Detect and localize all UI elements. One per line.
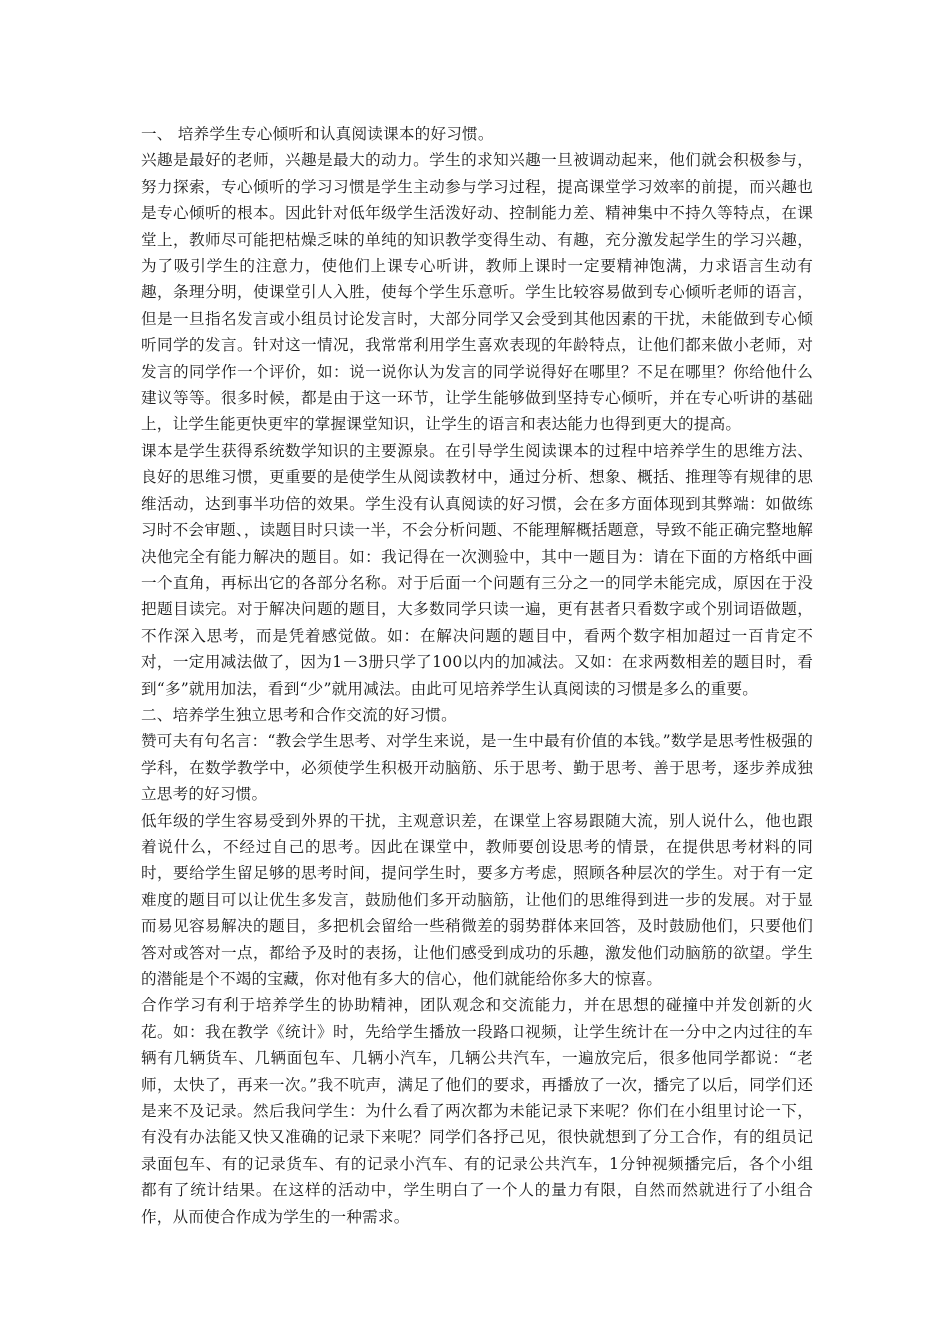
- paragraph: 低年级的学生容易受到外界的干扰，主观意识差，在课堂上容易跟随大流，别人说什么，他也跟着说什么，不经过自己的思考。因此在课堂中，教师要创设思考的情景，在提供思考材料的同时，要给学生留足够的思考时间，提问学生时，要多方考虑，照顾各种层次的学生。对于有一定难度的题目可以让优生多发言，鼓励他们多开动脑筋，让他们的思维得到进一步的发展。对于显而易见容易解决的题目，多把机会留给一些稍微差的弱势群体来回答，及时鼓励他们，只要他们答对或答对一点，都给予及时的表扬，让他们感受到成功的乐趣，激发他们动脑筋的欲望。学生的潜能是个不竭的宝藏，你对他有多大的信心，他们就能给你多大的惊喜。: [141, 811, 813, 988]
- paragraph: 赞可夫有句名言：“教会学生思考、对学生来说，是一生中最有价值的本钱。”数学是思考性极强的学科，在数学教学中，必须使学生积极开动脑筋、乐于思考、勤于思考、善于思考，逐步养成独立思考的好习惯。: [141, 732, 813, 804]
- paragraph: 课本是学生获得系统数学知识的主要源泉。在引导学生阅读课本的过程中培养学生的思维方法、良好的思维习惯，更重要的是使学生从阅读教材中，通过分析、想象、概括、推理等有规律的思维活动，达到事半功倍的效果。学生没有认真阅读的好习惯，会在多方面体现到其弊端：如做练习时不会审题、，读题目时只读一半，不会分析问题、不能理解概括题意，导致不能正确完整地解决他完全有能力解决的题目。如：我记得在一次测验中，其中一题目为：请在下面的方格纸中画一个直角，再标出它的各部分名称。对于后面一个问题有三分之一的同学未能完成，原因在于没把题目读完。对于解决问题的题目，大多数同学只读一遍，更有甚者只看数字或个别词语做题，不作深入思考，而是凭着感觉做。如：在解决问题的题目中，看两个数字相加超过一百肯定不对，一定用减法做了，因为1－3册只学了100以内的加减法。又如：在求两数相差的题目时，看到“多”就用加法，看到“少”就用减法。由此可见培养学生认真阅读的习惯是多么的重要。: [141, 441, 813, 698]
- section-heading-2: 二、培养学生独立思考和合作交流的好习惯。: [141, 705, 457, 724]
- paragraph: 合作学习有利于培养学生的协助精神，团队观念和交流能力，并在思想的碰撞中并发创新的火花。如：我在教学《统计》时，先给学生播放一段路口视频，让学生统计在一分中之内过往的车辆有几辆货车、几辆面包车、几辆小汽车，几辆公共汽车，一遍放完后，很多他同学都说：“老师，太快了，再来一次。”我不吭声，满足了他们的要求，再播放了一次，播完了以后，同学们还是来不及记录。然后我问学生：为什么看了两次都为未能记录下来呢？你们在小组里讨论一下，有没有办法能又快又准确的记录下来呢？同学们各抒己见，很快就想到了分工合作，有的组员记录面包车、有的记录货车、有的记录小汽车、有的记录公共汽车，1分钟视频播完后，各个小组都有了统计结果。在这样的活动中，学生明白了一个人的量力有限，自然而然就进行了小组合作，从而使合作成为学生的一种需求。: [141, 996, 813, 1226]
- paragraph: 兴趣是最好的老师，兴趣是最大的动力。学生的求知兴趣一旦被调动起来，他们就会积极参与，努力探索，专心倾听的学习习惯是学生主动参与学习过程，提高课堂学习效率的前提，而兴趣也是专心倾听的根本。因此针对低年级学生活泼好动、控制能力差、精神集中不持久等特点，在课堂上，教师尽可能把枯燥乏味的单纯的知识教学变得生动、有趣，充分激发起学生的学习兴趣，为了吸引学生的注意力，使他们上课专心听讲，教师上课时一定要精神饱满，力求语言生动有趣，条理分明，使课堂引人入胜，使每个学生乐意听。学生比较容易做到专心倾听老师的语言，但是一旦指名发言或小组员讨论发言时，大部分同学又会受到其他因素的干扰，未能做到专心倾听同学的发言。针对这一情况，我常常利用学生喜欢表现的年龄特点，让他们都来做小老师，对发言的同学作一个评价，如：说一说你认为发言的同学说得好在哪里？不足在哪里？你给他什么建议等等。很多时候，都是由于这一环节，让学生能够做到坚持专心倾听，并在专心听讲的基础上，让学生能更快更牢的掌握课堂知识，让学生的语言和表达能力也得到更大的提高。: [141, 151, 813, 434]
- section-heading-1: 一、 培养学生专心倾听和认真阅读课本的好习惯。: [141, 125, 494, 143]
- document-body: [141, 121, 813, 1230]
